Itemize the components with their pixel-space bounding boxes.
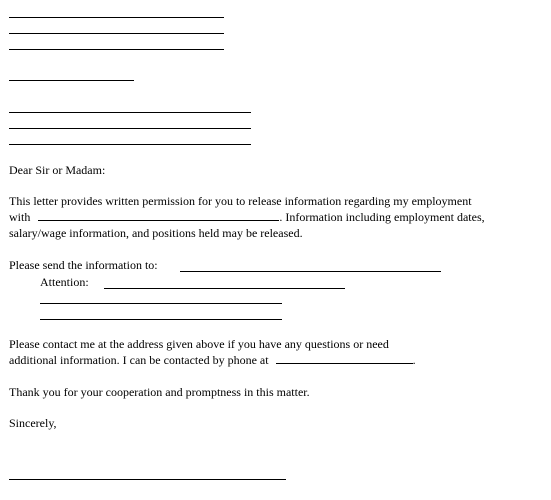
with-label: with [9, 210, 31, 224]
closing: Sincerely, [9, 416, 57, 430]
paragraph-3-line-2-end: . [412, 353, 416, 367]
send-to-address-line-2[interactable] [40, 319, 282, 320]
paragraph-3-line-1: Please contact me at the address given above if you have any questions or need [9, 337, 389, 351]
recipient-address-line-3[interactable] [9, 144, 251, 145]
attention-label: Attention: [40, 275, 89, 289]
employer-name-blank[interactable] [38, 219, 279, 221]
sender-address-line-1[interactable] [9, 17, 224, 18]
send-to-line[interactable] [180, 271, 441, 272]
paragraph-1-line-2-end: . Information including employment dates, [279, 210, 485, 224]
phone-label: additional information. I can be contacted by phone at [9, 353, 269, 367]
attention-line[interactable] [104, 288, 345, 289]
paragraph-1-line-3: salary/wage information, and positions held may be released. [9, 226, 303, 240]
phone-number-blank[interactable] [276, 362, 413, 364]
paragraph-1-line-2 [9, 210, 485, 224]
paragraph-1-line-1: This letter provides written permission for you to release information regarding my employment [9, 194, 472, 208]
salutation: Dear Sir or Madam: [9, 163, 106, 177]
signature-line[interactable] [9, 479, 286, 480]
paragraph-3-line-2 [9, 353, 416, 367]
recipient-address-line-2[interactable] [9, 128, 251, 129]
sender-address-line-2[interactable] [9, 33, 224, 34]
date-line[interactable] [9, 80, 134, 81]
send-to-address-line-1[interactable] [40, 303, 282, 304]
recipient-address-line-1[interactable] [9, 112, 251, 113]
send-to-label: Please send the information to: [9, 258, 158, 272]
thank-you-line: Thank you for your cooperation and promptness in this matter. [9, 385, 310, 399]
sender-address-line-3[interactable] [9, 49, 224, 50]
